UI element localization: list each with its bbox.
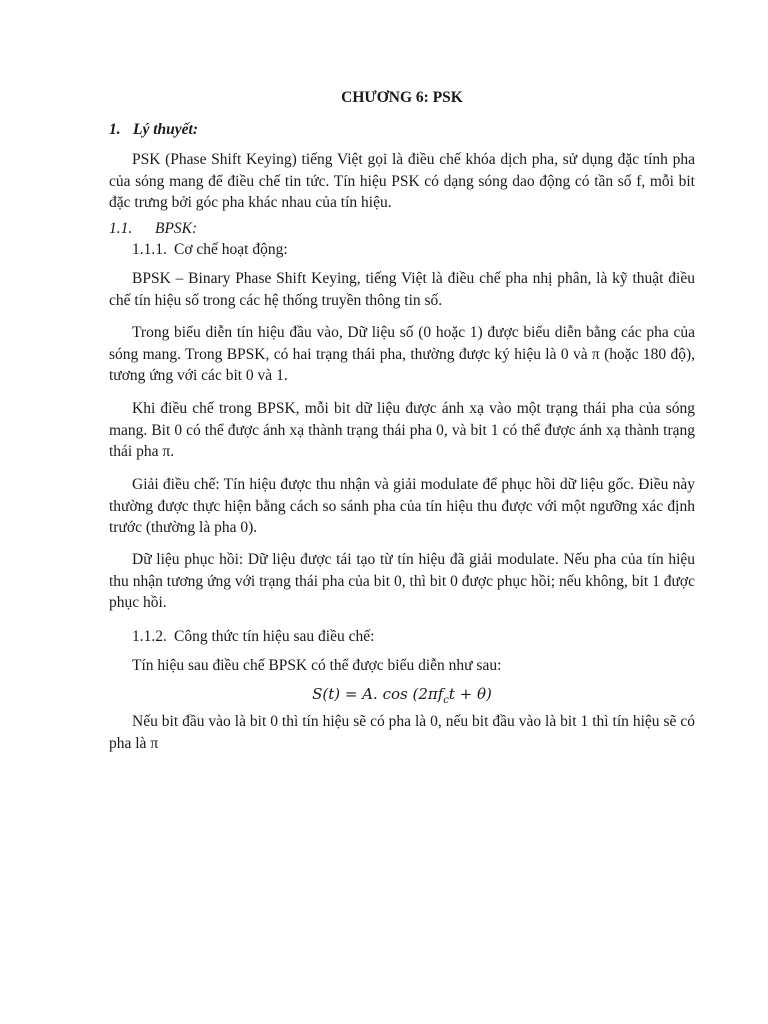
formula-rhs: t + θ) <box>448 685 492 703</box>
formula-intro-paragraph: Tín hiệu sau điều chế BPSK có thể được biểu diễn như sau: <box>132 657 502 674</box>
paragraph-modulation: Khi điều chế trong BPSK, mỗi bit dữ liệu được ánh xạ vào một trạng thái pha của sóng mang. Bit 0 có thể được ánh xạ thành trạng thái pha 0, và bit 1 có thể được ánh xạ thành trạng thái pha π. <box>109 400 695 460</box>
section-title: Công thức tín hiệu sau điều chế: <box>174 628 375 645</box>
formula-lhs: S(t) = A. cos (2πf <box>312 685 444 703</box>
section-number: 1. <box>109 121 121 138</box>
section-heading-1-1 <box>109 218 197 240</box>
paragraph-recovery: Dữ liệu phục hồi: Dữ liệu được tái tạo từ tín hiệu đã giải modulate. Nếu pha của tín hiệu thu nhận tương ứng với trạng thái pha của bit 0, thì bit 0 được phục hồi; nếu không, bit 1 được phục hồi. <box>109 551 695 611</box>
closing-paragraph: Nếu bit đầu vào là bit 0 thì tín hiệu sẽ có pha là 0, nếu bit đầu vào là bit 1 thì tín hiệu sẽ có pha là π <box>109 713 695 752</box>
section-heading-1-1-1 <box>132 239 288 261</box>
bpsk-formula <box>0 684 768 712</box>
paragraph-demodulation: Giải điều chế: Tín hiệu được thu nhận và giải modulate để phục hồi dữ liệu gốc. Điều này thường được thực hiện bằng cách so sánh pha của tín hiệu thu được với một ngưỡng xác định trước (thường là pha 0). <box>109 476 695 536</box>
section-heading-1-1-2 <box>132 626 374 648</box>
formula-subscript: c <box>443 695 449 706</box>
paragraph-input-representation: Trong biểu diễn tín hiệu đầu vào, Dữ liệu số (0 hoặc 1) được biểu diễn bằng các pha của sóng mang. Trong BPSK, có hai trạng thái pha, thường được ký hiệu là 0 và π (hoặc 180 độ), tương ứng với các bit 0 và 1. <box>109 324 695 384</box>
section-title: BPSK: <box>155 220 198 237</box>
section-number: 1.1.1. <box>132 241 167 258</box>
chapter-title: CHƯƠNG 6: PSK <box>341 89 463 106</box>
section-title: Lý thuyết: <box>133 121 198 138</box>
intro-paragraph: PSK (Phase Shift Keying) tiếng Việt gọi là điều chế khóa dịch pha, sử dụng đặc tính pha của sóng mang để điều chế tin tức. Tín hiệu PSK có dạng sóng dao động có tần số f, mỗi bit đặc trưng bởi góc pha khác nhau của tín hiệu. <box>109 151 695 211</box>
paragraph-bpsk-definition: BPSK – Binary Phase Shift Keying, tiếng Việt là điều chế pha nhị phân, là kỹ thuật điều chế tín hiệu số trong các hệ thống truyền thông tin số. <box>109 270 695 309</box>
section-heading-1 <box>109 119 198 141</box>
section-number: 1.1.2. <box>132 628 167 645</box>
section-title: Cơ chế hoạt động: <box>174 241 288 258</box>
section-number: 1.1. <box>109 220 133 237</box>
